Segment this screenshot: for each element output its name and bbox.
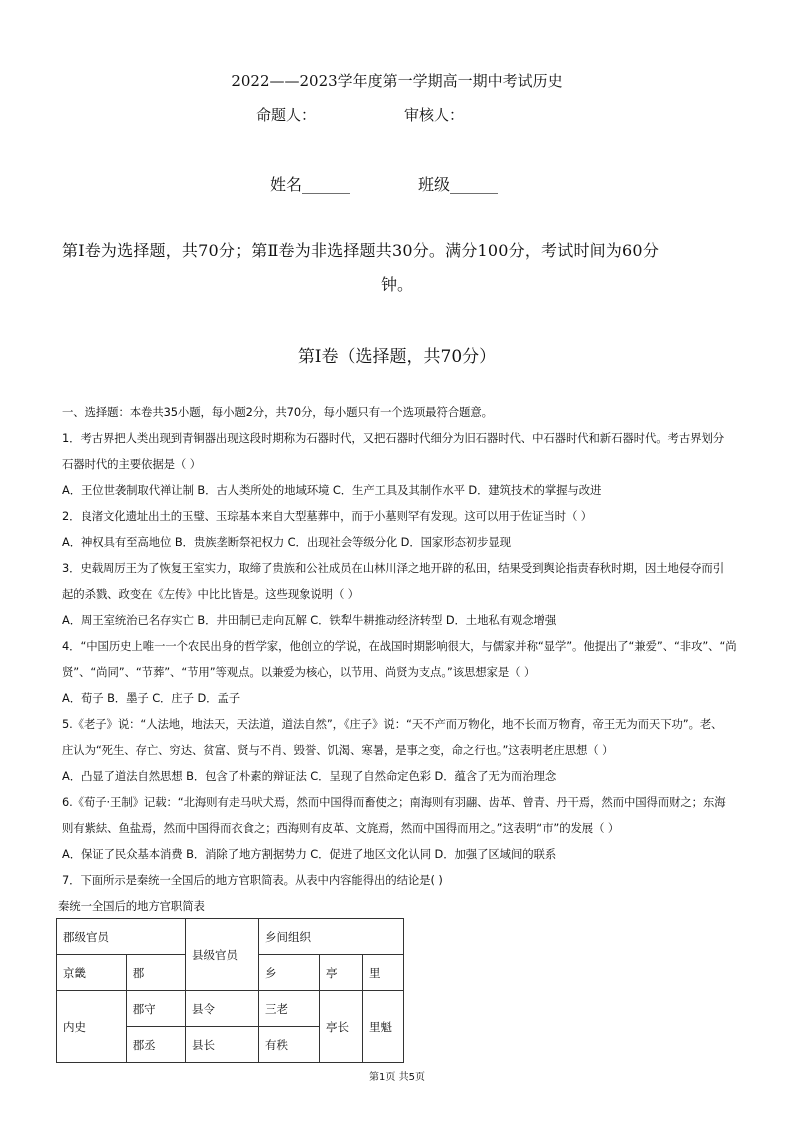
table-cell: 郡 (126, 955, 185, 991)
table-cell: 县令 (186, 991, 259, 1027)
table-cell: 乡间组织 (259, 919, 404, 955)
q2-options: A．神权具有至高地位 B．贵族垄断祭祀权力 C．出现社会等级分化 D．国家形态初步显现 (62, 535, 511, 549)
table-cell: 三老 (259, 991, 320, 1027)
official-table (56, 918, 404, 1063)
q6-stem-line-2: 则有紫紶、鱼盐焉，然而中国得而衣食之；西海则有皮革、文旄焉，然而中国得而用之。”这表明“市”的发展（ ） (62, 821, 620, 835)
q6-options: A．保证了民众基本消费 B．消除了地方割据势力 C．促进了地区文化认同 D．加强了区域间的联系 (62, 847, 557, 861)
q1-stem-line-2: 石器时代的主要依据是（ ） (62, 457, 202, 471)
q5-stem-line-1: 5.《老子》说：“人法地，地法天，天法道，道法自然”，《庄子》说：“天不产而万物化，地不长而万物育，帝王无为而天下功”。老、 (62, 717, 723, 731)
table-cell: 郡丞 (126, 1027, 185, 1063)
q4-stem-line-1: 4．“中国历史上唯一一个农民出身的哲学家，他创立的学说，在战国时期影响很大，与儒家并称“显学”。他提出了“兼爱”、“非攻”、“尚 (62, 639, 737, 653)
q1-stem-line-1: 1．考古界把人类出现到青铜器出现这段时期称为石器时代，又把石器时代细分为旧石器时代、中石器时代和新石器时代。考古界划分 (62, 431, 725, 445)
table-cell: 亭长 (320, 991, 363, 1063)
intro-line-1: 第Ⅰ卷为选择题，共70分；第Ⅱ卷为非选择题共30分。满分100分，考试时间为60分 (62, 241, 660, 260)
exam-title: 2022——2023学年度第一学期高一期中考试历史 (231, 72, 563, 90)
q6-stem-line-1: 6.《荀子·王制》记载：“北海则有走马吠犬焉，然而中国得而畜使之；南海则有羽翮、齿革、曾青、丹干焉，然而中国得而财之；东海 (62, 795, 726, 809)
setter-label: 命题人： (256, 106, 317, 124)
q7-stem: 7．下面所示是秦统一全国后的地方官职简表。从表中内容能得出的结论是( ) (62, 873, 443, 887)
table-row (57, 919, 404, 955)
table-cell: 县长 (186, 1027, 259, 1063)
table-row (57, 991, 404, 1027)
table-cell: 郡守 (126, 991, 185, 1027)
intro-line-2: 钟。 (380, 275, 413, 294)
q5-stem-line-2: 庄认为“死生、存亡、穷达、贫富、贤与不肖、毁誉、饥渴、寒暑，是事之变，命之行也。”这表明老庄思想（ ） (62, 743, 614, 757)
reviewer-label: 审核人： (404, 106, 465, 124)
q4-options: A．荀子 B．墨子 C．庄子 D．孟子 (62, 691, 240, 705)
q3-stem-line-1: 3．史载周厉王为了恢复王室实力，取缔了贵族和公社成员在山林川泽之地开辟的私田，结果受到舆论指责春秋时期，因土地侵夺而引 (62, 561, 725, 575)
class-field: 班级______ (418, 175, 499, 194)
q4-stem-line-2: 贤”、“尚同”、“节葬”、“节用”等观点。以兼爱为核心，以节用、尚贤为支点。”该思想家是（ ） (62, 665, 536, 679)
table-cell: 乡 (259, 955, 320, 991)
q1-options: A．王位世袭制取代禅让制 B．古人类所处的地域环境 C．生产工具及其制作水平 D．建筑技术的掌握与改进 (62, 483, 602, 497)
q3-options: A．周王室统治已名存实亡 B．井田制已走向瓦解 C．铁犁牛耕推动经济转型 D．土地私有观念增强 (62, 613, 557, 627)
page-footer: 第1页 共5页 (369, 1072, 425, 1083)
table-cell: 县级官员 (186, 919, 259, 991)
table-cell: 里 (363, 955, 404, 991)
part-title: 第Ⅰ卷（选择题，共70分） (297, 347, 497, 367)
q2-stem: 2．良渚文化遗址出土的玉璧、玉琮基本来自大型墓葬中，而于小墓则罕有发现。这可以用于佐证当时（ ） (62, 509, 593, 523)
table-cell: 京畿 (57, 955, 127, 991)
table-cell: 内史 (57, 991, 127, 1063)
table-cell: 里魁 (363, 991, 404, 1063)
name-field: 姓名______ (270, 175, 351, 194)
q3-stem-line-2: 起的杀戮、政变在《左传》中比比皆是。这些现象说明（ ） (62, 587, 360, 601)
section-heading: 一、选择题：本卷共35小题，每小题2分，共70分，每小题只有一个选项最符合题意。 (62, 405, 493, 419)
q5-options: A．凸显了道法自然思想 B．包含了朴素的辩证法 C．呈现了自然命定色彩 D．蕴含了无为而治理念 (62, 769, 557, 783)
table-cell: 有秩 (259, 1027, 320, 1063)
table-cell: 亭 (320, 955, 363, 991)
table-caption: 秦统一全国后的地方官职简表 (58, 899, 205, 913)
table-cell: 郡级官员 (57, 919, 186, 955)
